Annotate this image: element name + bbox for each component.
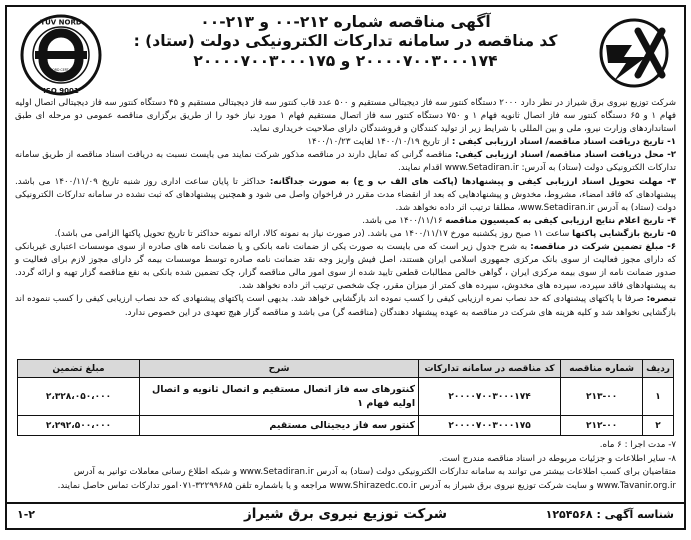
item-6: ۶- مبلغ تضمین شرکت در مناقصه: به شرح جدول زیر است که می بایست به صورت یکی از ضمانت نامه بانکی و یا ضمانت نامه های صادره از سوی موسسات اعتباری غیربانکی که دارای مجوز فعالیت از سوی بانک مرکزی جمهوری اسلامی ایران هستند، اصل فیش واریز وجه نقد ضمانت نامه صادره توسط موسسات بیمه گر دارای مجوز لازم برای فعالیت و صدور ضمانت نامه از سوی بیمه مرکزی ایران ، گواهی خالص مطالبات قطعی تایید شده از سوی امور مالی مناقصه گزار، چک تضمین شده بانکی به نفع مناقصه گزار تهیه و ارائه گردد. به پیشنهادهای فاقد سپرده، سپرده های مخدوش، سپرده های کمتر از میزان مقرر، چک شخصی ترتیب اثر داده نخواهد شد. [15, 242, 676, 292]
iso-label: ISO 9001 [43, 87, 79, 95]
item-5: ۵- تاریخ بازگشایی پاکتها ساعت ۱۱ صبح روز یکشنبه مورخ ۱۴۰۰/۱۱/۱۷ می باشد. (در صورت نیاز به نمونه کالا، ارائه نمونه حداکثر تا تاریخ تحویل پاکتها الزامی می باشد). [54, 228, 676, 239]
contact-paragraph: متقاضیان برای کسب اطلاعات بیشتر می توانند به سامانه تدارکات الکترونیکی دولت (ستاد) به آدرس www.Setadiran.ir و شبکه اطلاع رسانی معاملات توانیر به آدرس www.Tavanir.org.ir و سایت شرکت توزیع نیروی برق شیراز به آدرس www.Shirazedc.co.ir مراجعه و یا باشماره تلفن ۳۲۲۹۹۶۸۵-۰۷۱امور تدارکات تماس حاصل نمایند. [57, 467, 676, 491]
title-line-1: آگهی مناقصه شماره ۲۱۲-۰۰ و ۲۱۳-۰۰ [200, 13, 491, 31]
cell-desc: کنتور سه فاز دیجیتالی مستقیم [140, 416, 419, 436]
table-row [18, 416, 674, 436]
cell-row: ۱ [643, 378, 674, 416]
item-2: ۲- محل دریافت اسناد مناقصه/ اسناد ارزیابی کیفی: مناقصه گرانی که تمایل دارند در مناقصه مذکور شرکت نمایند می بایست نسبت به دریافت اسناد مناقصه از طریق سامانه تدارکات الکترونیکی دولت (ستاد) به آدرس: www.Setadiran.ir اقدام نمایند. [15, 150, 677, 174]
notice-body [15, 97, 676, 320]
tender-notice [5, 5, 686, 530]
title-line-3: ۲۰۰۰۰۷۰۰۳۰۰۰۱۷۴ و ۲۰۰۰۰۷۰۰۳۰۰۰۱۷۵ [193, 51, 498, 70]
title-line-2: کد مناقصه در سامانه تدارکات الکترونیکی دولت (ستاد) : [133, 32, 558, 51]
tuv-cert-label: TÜV NORD CERT GmbH [42, 68, 80, 72]
intro-paragraph: شرکت توزیع نیروی برق شیراز در نظر دارد ۲۰۰۰ دستگاه کنتور سه فاز دیجیتالی مستقیم و ۵۰۰ عدد قاب کنتور سه فاز دیجیتالی مستقیم و ۴۵ دستگاه کنتور سه فاز دیجیتالی اتصال اولیه فهام ۱ و ۶۵ دستگاه کنتور سه فاز اتصال ثانویه فهام ۱ و ۷۵۰ دستگاه کنتور سه فاز اتصال مستقیم فهام ۱ مورد نیاز خود را از طریق برگزاری مناقصه عمومی دو مرحله ای طبق استانداردهای وزارت نیرو، ملی و بین المللی با شرایط زیر از تولید کنندگان و فروشندگان دارای صلاحیت خریداری نماید. [15, 98, 677, 135]
table-row [18, 378, 674, 416]
power-company-logo-icon [594, 17, 674, 89]
page-number: ۱-۲ [17, 508, 35, 521]
item-8: ۸- سایر اطلاعات و جزئیات مربوطه در اسناد مناقصه مندرج است. [438, 453, 676, 464]
bottom-bar [7, 502, 684, 528]
cell-row: ۲ [643, 416, 674, 436]
tuv-iso-seal-icon [19, 13, 103, 97]
col-header-row: ردیف [643, 360, 674, 378]
cell-code: ۲۰۰۰۰۷۰۰۳۰۰۰۱۷۵ [419, 416, 561, 436]
col-header-number: شماره مناقصه [561, 360, 643, 378]
item-7: ۷- مدت اجرا : ۶ ماه. [599, 440, 676, 450]
table-header-row [18, 360, 674, 378]
notice-footer [15, 439, 676, 493]
col-header-code: کد مناقصه در سامانه تدارکات [419, 360, 561, 378]
item-1: ۱- تاریخ دریافت اسناد مناقصه/ اسناد ارزیابی کیفی : از تاریخ ۱۴۰۰/۱۰/۱۹ لغایت ۱۴۰۰/۱۰/۲۳ [307, 137, 676, 148]
cell-amount: ۲،۲۹۲،۵۰۰،۰۰۰ [18, 416, 140, 436]
item-4: ۴- تاریخ اعلام نتایج ارزیابی کیفی به کمیسیون مناقصه ۱۴۰۰/۱۱/۱۶ می باشد. [362, 215, 676, 226]
col-header-amount: مبلغ تضمین [18, 360, 140, 378]
company-name: شرکت توزیع نیروی برق شیراز [243, 506, 448, 522]
header [13, 11, 678, 95]
cell-amount: ۲،۳۲۸،۰۵۰،۰۰۰ [18, 378, 140, 416]
tender-table [17, 359, 674, 436]
cell-desc: کنتورهای سه فاز اتصال مستقیم و اتصال ثانویه و اتصال اولیه فهام ۱ [140, 378, 419, 416]
cell-code: ۲۰۰۰۰۷۰۰۳۰۰۰۱۷۴ [419, 378, 561, 416]
cell-number: ۲۱۳-۰۰ [561, 378, 643, 416]
cell-number: ۲۱۲-۰۰ [561, 416, 643, 436]
item-3: ۳- مهلت تحویل اسناد ارزیابی کیفی و پیشنهادها (پاکت های الف ب و ج) به صورت جداگانه: حداکثر تا پایان ساعت اداری روز شنبه تاریخ ۱۴۰۰/۱۱/۰۹ می باشد. پیشنهادهای که فاقد امضاء، مشروط، مخدوش و پیشنهادهایی که بعد از انقضاء مدت مقرر در فراخوان واصل می شود و همچنین پیشنهادهای که ثبت نشده در سامانه تدارکات الکترونیکی دولت (ستاد) به آدرس www.Setadiran.ir، مطلقا ترتیب اثر داده نخواهد شد. [15, 176, 677, 213]
tuv-label: TÜV NORD [40, 18, 82, 27]
notice-title [109, 13, 582, 71]
notice-id: شناسه آگهی : ۱۲۵۴۵۶۸ [545, 508, 674, 521]
note: تبصره: صرفا با پاکتهای پیشنهادی که حد نصاب نمره ارزیابی کیفی را کسب نموده اند بازگشایی خواهد شد. بدیهی است پاکتهای پیشنهادی که حد نصاب ارزیابی کیفی را کسب ننموده اند بازگشایی نخواهد شد و کلیه هزینه های شرکت در مناقصه به عهده پیشنهاد دهندگان (مناقصه گر) می باشد و مناقصه گزار هیچ تعهدی در این خصوص ندارد. [15, 294, 677, 318]
col-header-desc: شرح [140, 360, 419, 378]
